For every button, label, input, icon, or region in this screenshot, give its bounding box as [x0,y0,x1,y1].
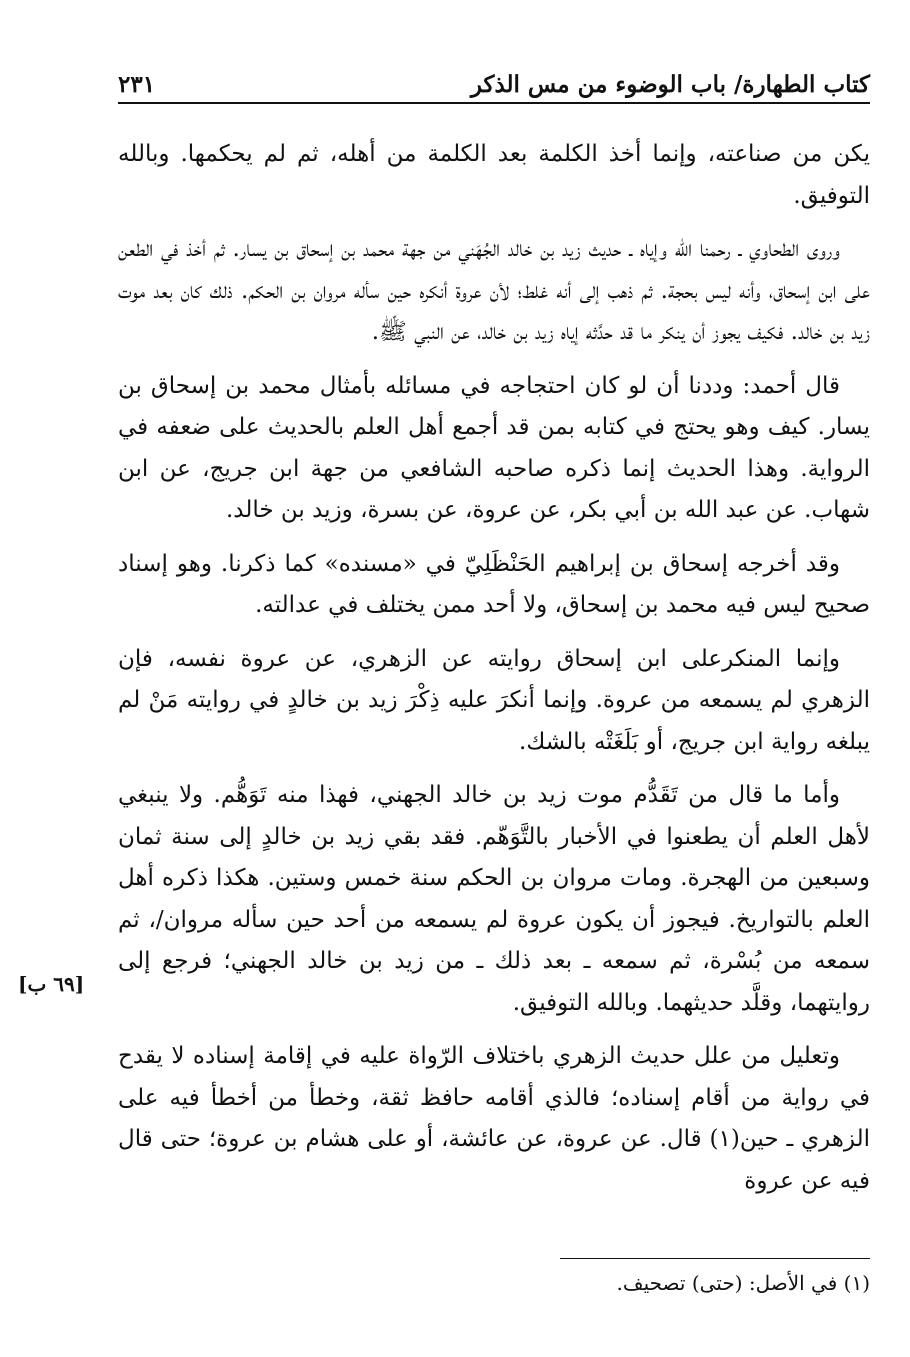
footnote-divider [560,1258,870,1259]
page [18,60,870,1340]
page-number: ٢٣١ [118,71,156,98]
paragraph-3: قال أحمد: وددنا أن لو كان احتجاجه في مسائله بأمثال محمد بن إسحاق بن يسار. كيف وهو يحتج في كتابه بمن قد أجمع أهل العلم بالحديث على ضعفه في الرواية. وهذا الحديث إنما ذكره صاحبه الشافعي من جهة ابن جريج، عن ابن شهاب. عن عبد الله بن أبي بكر، عن عروة، عن بسرة، وزيد بن خالد. [118,372,870,523]
margin-folio-note: [٦٩ ب] [18,972,85,996]
paragraph-2: وروى الطحاوي ـ رحمنا الله وإياه ـ حديث زيد بن خالد الجُهَني من جهة محمد بن إسحاق بن يسار. ثم أخذ في الطعن على ابن إسحاق، وأنه ليس بحجة. ثم ذهب إلى أنه غلط؛ لأن عروة أنكره حين سأله مروان بن الحكم. ذلك كان بعد موت زيد بن خالد. فكيف يجوز أن ينكر ما قد حدَّثه إياه زيد بن خالد، عن النبي ﷺ. [118,236,870,345]
running-header [118,60,870,104]
paragraph-7: وتعليل من علل حديث الزهري باختلاف الرّواة عليه في إقامة إسناده لا يقدح في رواية من أقام إسناده؛ فالذي أقامه حافظ ثقة، وخطأ من أخطأ فيه على الزهري ـ حين(١) قال. عن عروة، عن عائشة، أو على هشام بن عروة؛ حتى قال فيه عن عروة [118,1043,870,1194]
paragraph-6: وأما ما قال من تَقَدُّم موت زيد بن خالد الجهني، فهذا منه تَوَهُّم. ولا ينبغي لأهل العلم أن يطعنوا في الأخبار بالتَّوَهّم. فقد بقي زيد بن خالدٍ إلى سنة ثمان وسبعين من الهجرة. ومات مروان بن الحكم سنة خمس وستين. هكذا ذكره أهل العلم بالتواريخ. فيجوز أن يكون عروة لم يسمعه من أحد حين سأله مروان/، ثم سمعه من بُسْرة، ثم سمعه ـ بعد ذلك ـ من زيد بن خالد الجهني؛ فرجع إلى روايتهما، وقلَّد حديثهما. وبالله التوفيق. [118,782,870,1016]
header-title: كتاب الطهارة/ باب الوضوء من مس الذكر [470,71,870,98]
footnote: (١) في الأصل: (حتى) تصحيف. [616,1271,870,1295]
paragraph-5: وإنما المنكرعلى ابن إسحاق روايته عن الزهري، عن عروة نفسه، فإن الزهري لم يسمعه من عروة. وإنما أنكرَ عليه ذِكْرَ زيد بن خالدٍ في روايته مَنْ لم يبلغه رواية ابن جريج، أو بَلَغَتْه بالشك. [118,645,870,755]
paragraph-4: وقد أخرجه إسحاق بن إبراهيم الحَنْظَلِيّ في «مسنده» كما ذكرنا. وهو إسناد صحيح ليس فيه محمد بن إسحاق، ولا أحد ممن يختلف في عدالته. [118,550,870,618]
main-text [118,134,870,1202]
paragraph-1: يكن من صناعته، وإنما أخذ الكلمة بعد الكلمة من أهله، ثم لم يحكمها. وبالله التوفيق. [118,141,870,209]
